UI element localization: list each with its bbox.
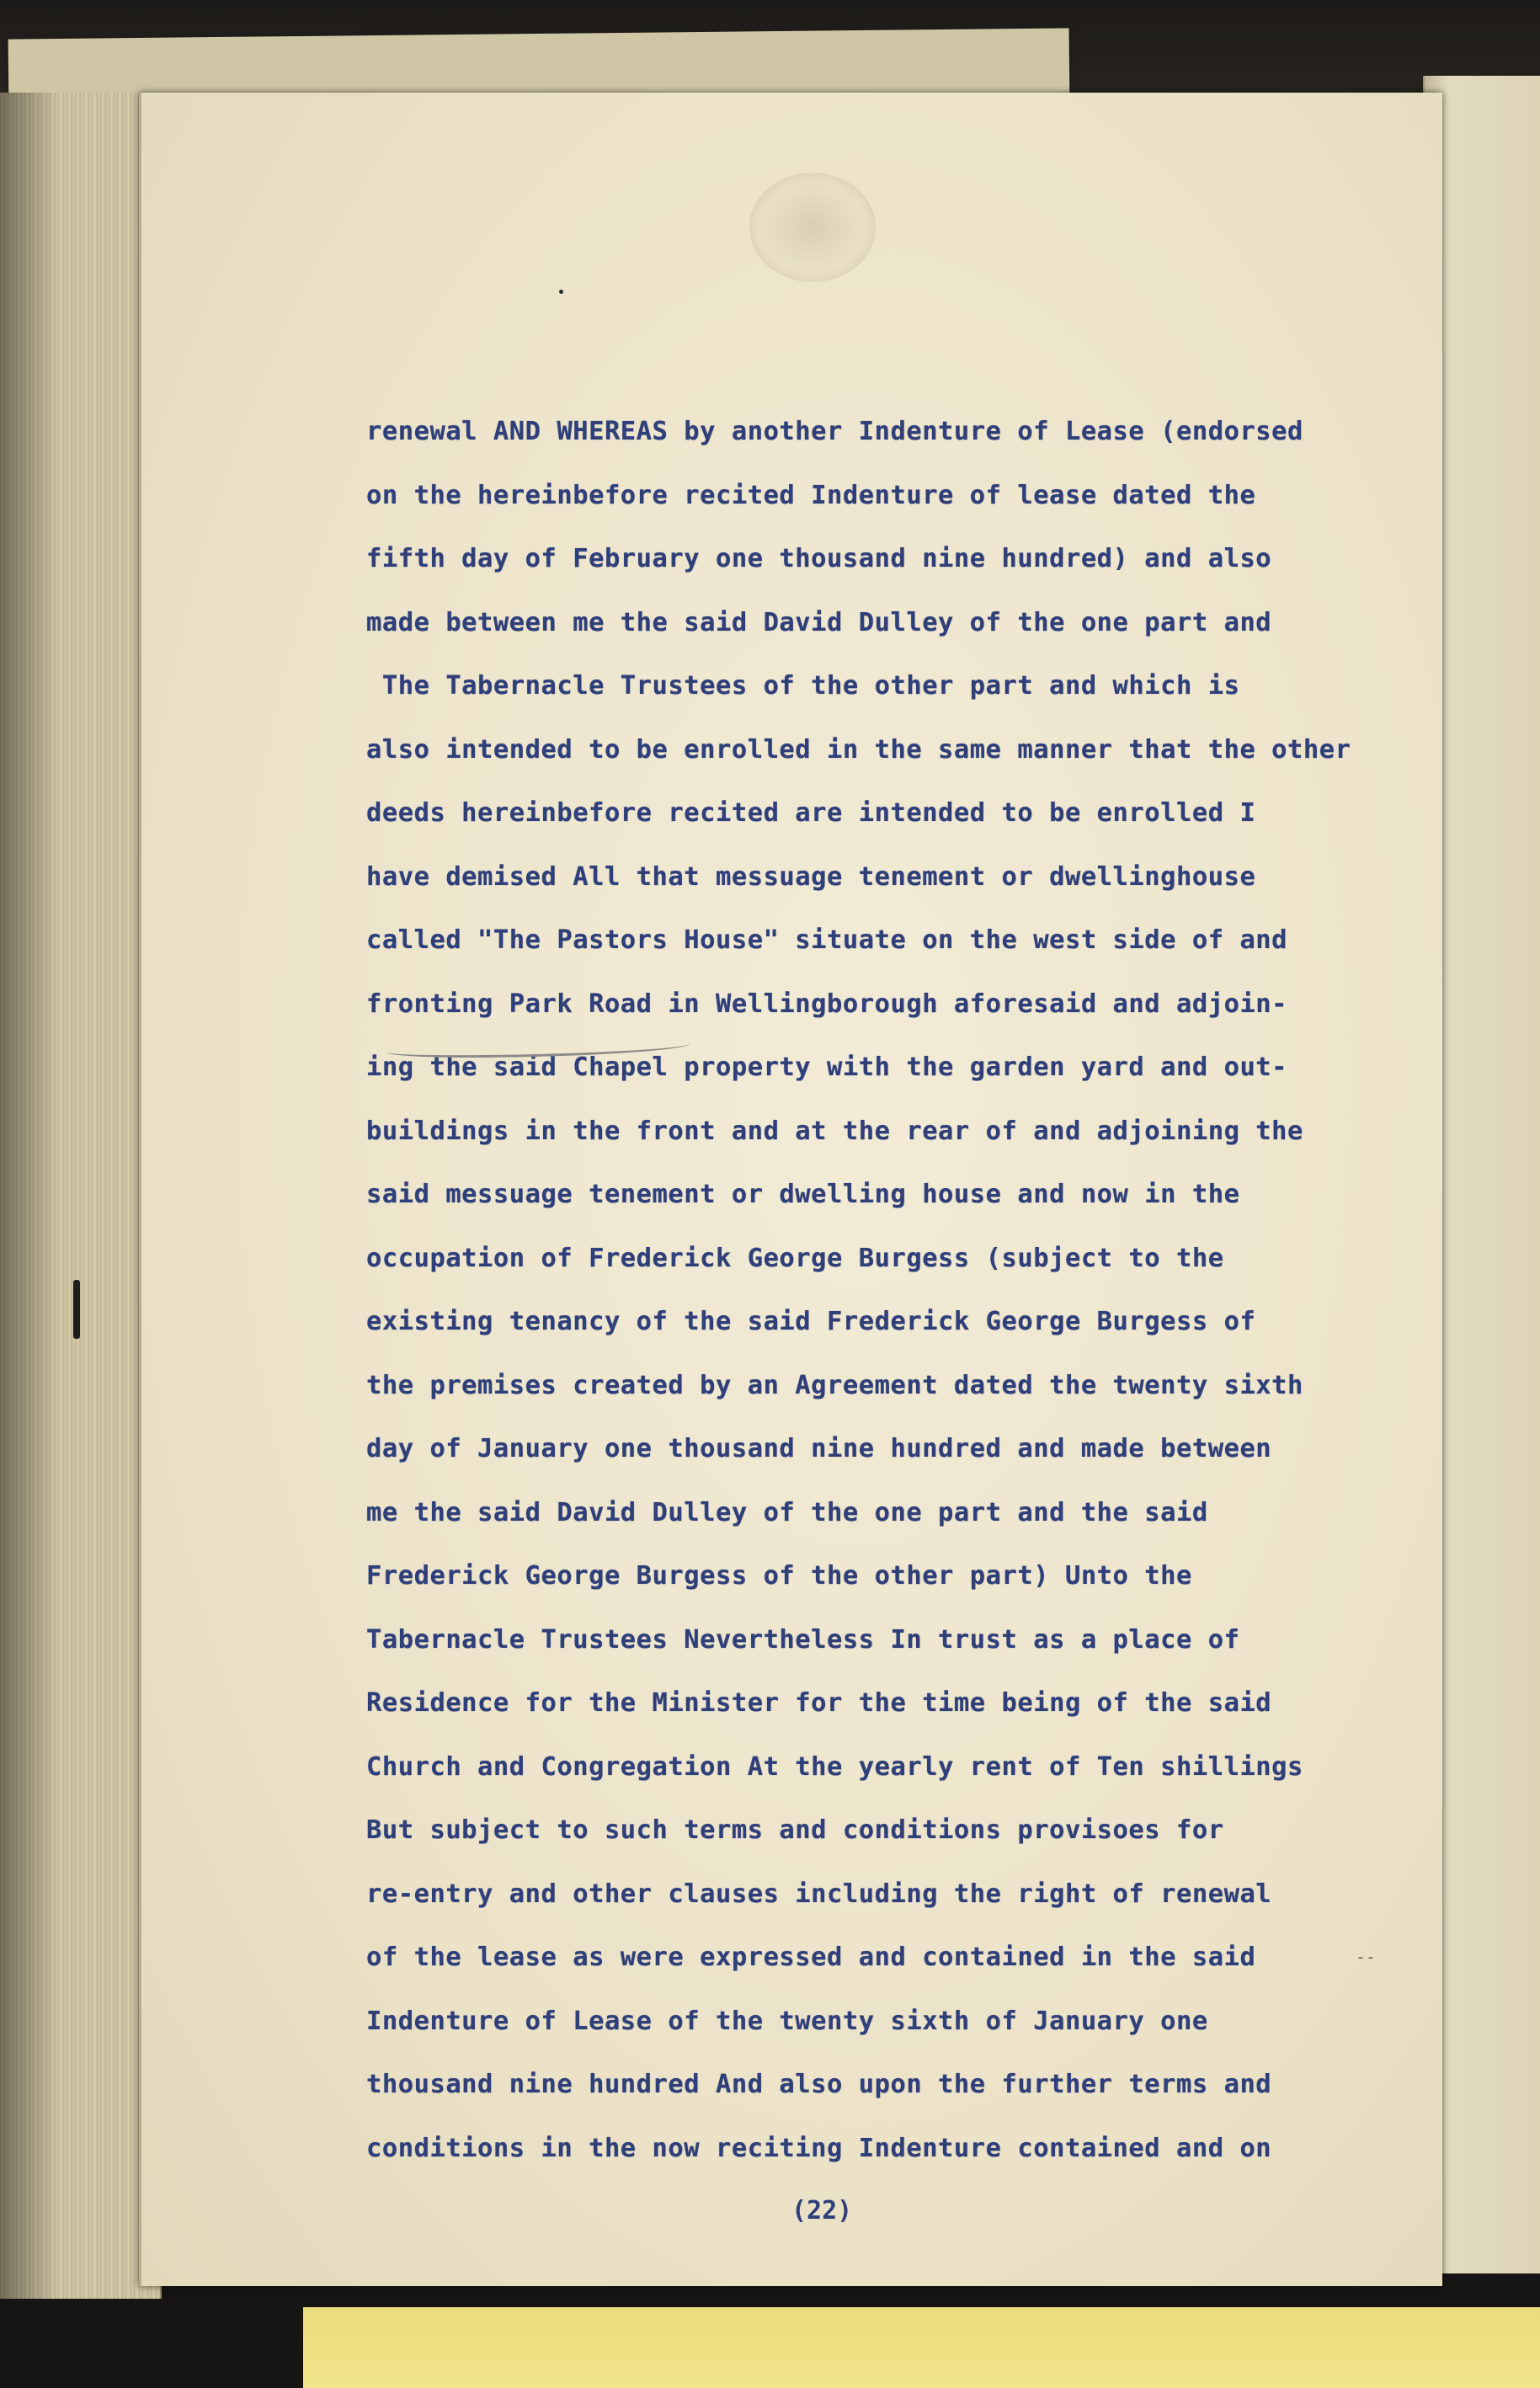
text-line: Church and Congregation At the yearly rent of Ten shillings xyxy=(366,1751,1303,1782)
text-line: fifth day of February one thousand nine hundred) and also xyxy=(366,544,1272,573)
text-line: have demised All that messuage tenement or dwellinghouse xyxy=(366,861,1256,892)
binding-mark xyxy=(73,1280,80,1339)
text-line: existing tenancy of the said Frederick George Burgess of xyxy=(366,1307,1256,1336)
text-line: thousand nine hundred And also upon the further terms and xyxy=(366,2070,1272,2099)
text-line: renewal AND WHEREAS by another Indenture of Lease (endorsed xyxy=(366,417,1303,446)
text-line: said messuage tenement or dwelling house and now in the xyxy=(366,1180,1240,1209)
text-line: But subject to such terms and conditions provisoes for xyxy=(366,1815,1224,1845)
text-line: deeds hereinbefore recited are intended to be enrolled I xyxy=(366,798,1256,828)
text-line: The Tabernacle Trustees of the other part and which is xyxy=(366,671,1240,701)
page-stack-shadow xyxy=(0,93,59,2299)
ink-dot xyxy=(559,290,563,294)
text-line: the premises created by an Agreement dated the twenty sixth xyxy=(366,1370,1303,1400)
page-number: (22) xyxy=(791,2196,853,2225)
text-line: conditions in the now reciting Indenture contained and on xyxy=(366,2133,1272,2163)
text-line: Tabernacle Trustees Nevertheless In trust as a place of xyxy=(366,1624,1240,1655)
text-line: buildings in the front and at the rear of and adjoining the xyxy=(366,1116,1303,1146)
text-line: fronting Park Road in Wellingborough aforesaid and adjoin- xyxy=(366,989,1288,1019)
text-line: of the lease as were expressed and contained in the said xyxy=(366,1943,1256,1972)
text-line: Residence for the Minister for the time being of the said xyxy=(366,1688,1272,1718)
text-line: occupation of Frederick George Burgess (subject to the xyxy=(366,1243,1224,1273)
text-line: made between me the said David Dulley of the one part and xyxy=(366,607,1272,637)
text-line: on the hereinbefore recited Indenture of lease dated the xyxy=(366,480,1256,510)
bottom-paper-strip xyxy=(303,2307,1540,2388)
embossed-seal xyxy=(749,173,876,282)
text-line: Frederick George Burgess of the other part) Unto the xyxy=(366,1561,1192,1591)
text-line: day of January one thousand nine hundred and made between xyxy=(366,1434,1272,1463)
text-line: Indenture of Lease of the twenty sixth of January one xyxy=(366,2006,1208,2036)
margin-mark: -- xyxy=(1356,1947,1377,1967)
text-line: ing the said Chapel property with the garden yard and out- xyxy=(366,1053,1288,1082)
text-line: also intended to be enrolled in the same manner that the other xyxy=(366,734,1351,765)
text-line: me the said David Dulley of the one part and the said xyxy=(366,1497,1208,1527)
document-body xyxy=(366,411,1402,2191)
text-line: called "The Pastors House" situate on the west side of and xyxy=(366,925,1288,955)
text-line: re-entry and other clauses including the right of renewal xyxy=(366,1879,1272,1909)
